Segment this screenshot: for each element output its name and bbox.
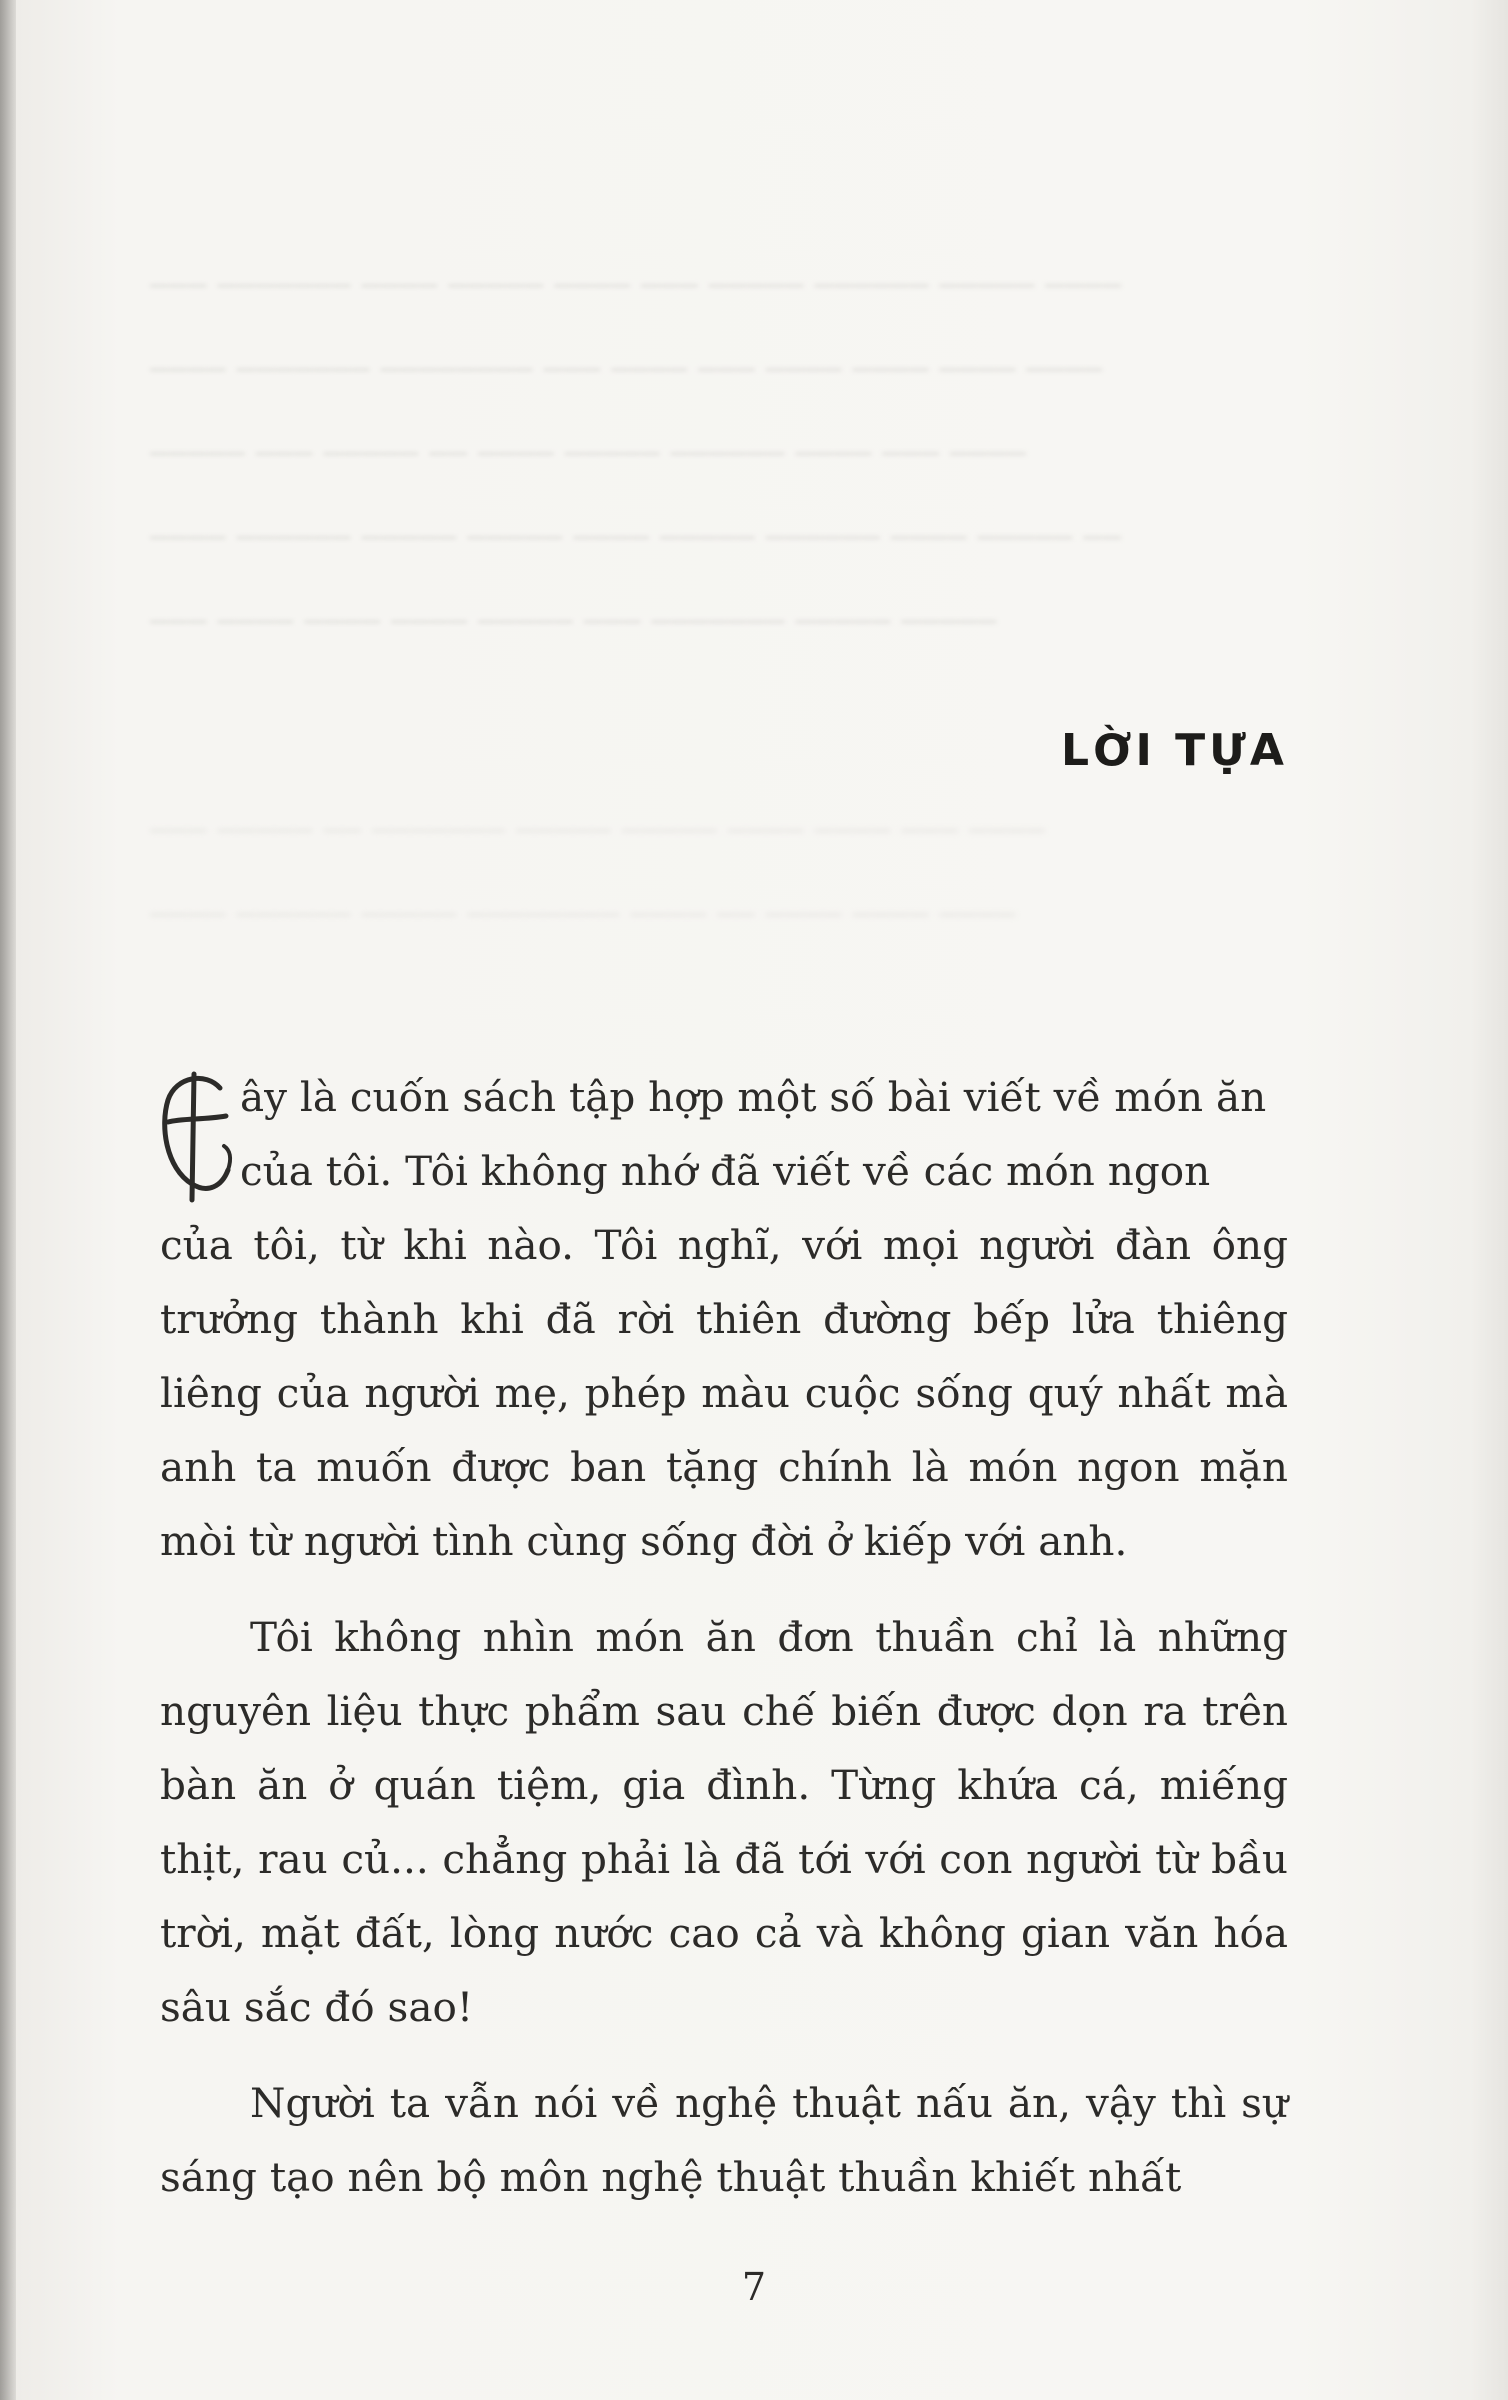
bleed-through-text-middle: ─── ───── ── ─────── ───── ───── ──── ──── ─── ──── ──── ────── ───── ──────── ──── ── ──── ──── ──── bbox=[150, 814, 1046, 933]
page-gutter-shadow bbox=[0, 0, 16, 2400]
paragraph-1 bbox=[160, 1060, 1288, 1578]
paragraph-1-line-2: của tôi. Tôi không nhớ đã viết về các món ngon bbox=[240, 1147, 1211, 1195]
paragraph-1-rest: của tôi, từ khi nào. Tôi nghĩ, với mọi người đàn ông trưởng thành khi đã rời thiên đường bếp lửa thiêng liêng của người mẹ, phép màu cuộc sống quý nhất mà anh ta muốn được ban tặng chính là món ngon mặn mòi từ người tình cùng sống đời ở kiếp với anh. bbox=[160, 1221, 1288, 1565]
body-text bbox=[160, 1060, 1288, 2214]
page-number: 7 bbox=[741, 2265, 767, 2309]
chapter-title: LỜI TỰA bbox=[1061, 725, 1288, 776]
paragraph-3: Người ta vẫn nói về nghệ thuật nấu ăn, vậy thì sự sáng tạo nên bộ môn nghệ thuật thuần khiết nhất bbox=[160, 2079, 1288, 2201]
paragraph-1-line-1: ây là cuốn sách tập hợp một số bài viết về món ăn bbox=[240, 1073, 1267, 1121]
bleed-through-text-top: ─── ─────── ──── ───── ──── ─── ───── ────── ───── ──── ──── ─────── ──────── ─── ──── ─── ──── ──── ──── ──── ───── ─── ───── ── ──── ───── ────── ──── ─── ──── ──── ────── ───── ───── ──── ───── ────── ──── ───── ── ─── ──── ──── ──── ───── ─── ─────── ───── ───── bbox=[150, 269, 1122, 640]
paragraph-2: Tôi không nhìn món ăn đơn thuần chỉ là những nguyên liệu thực phẩm sau chế biến được dọn ra trên bàn ăn ở quán tiệm, gia đình. Từng khứa cá, miếng thịt, rau củ... chẳng phải là đã tới với con người từ bầu trời, mặt đất, lòng nước cao cả và không gian văn hóa sâu sắc đó sao! bbox=[160, 1613, 1288, 2031]
ornamental-drop-cap bbox=[158, 1066, 236, 1206]
